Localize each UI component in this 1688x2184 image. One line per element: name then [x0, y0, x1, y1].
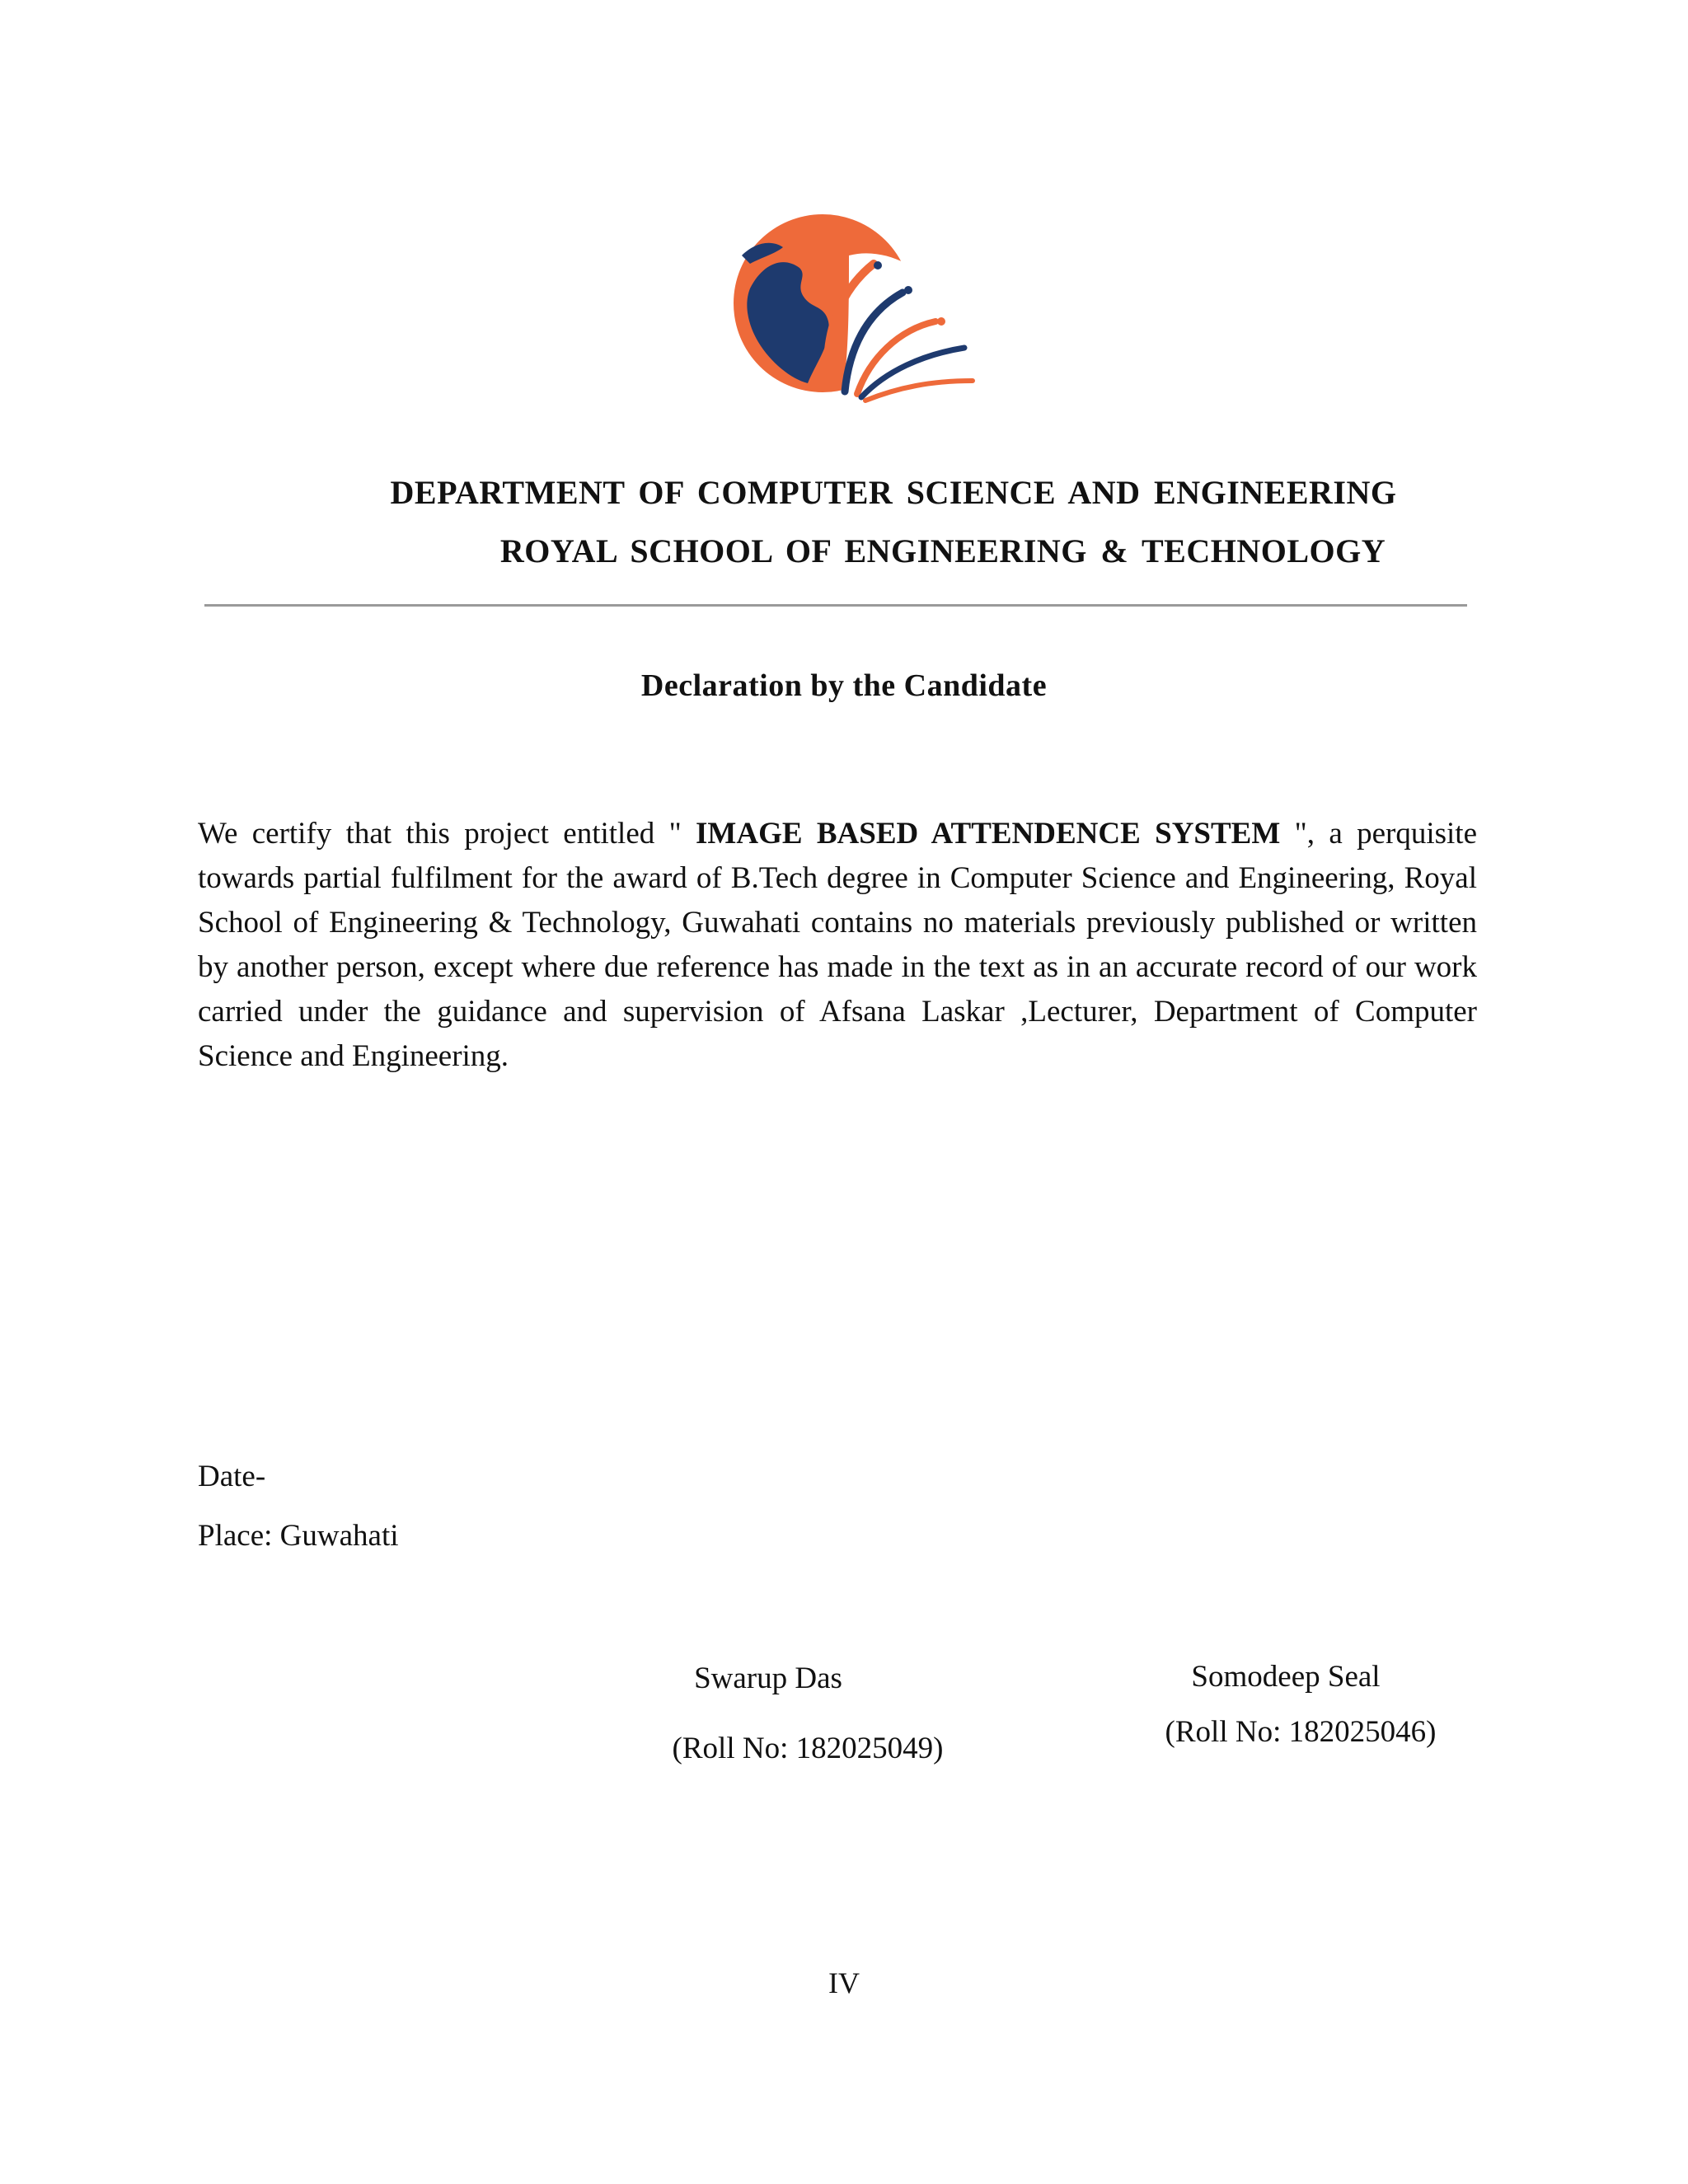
- page-title: Declaration by the Candidate: [640, 668, 1048, 703]
- institution-logo-globe-icon: [725, 206, 981, 412]
- signatory-name: Somodeep Seal: [1191, 1660, 1381, 1694]
- signatory-name: Swarup Das: [694, 1661, 842, 1695]
- header-divider: [204, 604, 1467, 607]
- project-title: IMAGE BASED ATTENDENCE SYSTEM: [696, 817, 1281, 851]
- signatory-roll: (Roll No: 182025046): [1165, 1715, 1437, 1749]
- declaration-rest: ", a perquisite towards partial fulfilment for the award of B.Tech degree in Computer Science and Engineering, Royal School of Engineering & Technology, Guwahati contains no materials previously published or written by another person, except where due reference has made in the text as in an accurate record of our work carried under the guidance and supervision of Afsana Laskar ,Lecturer, Department of Computer Science and Engineering.: [198, 817, 1477, 1073]
- page-number: IV: [828, 1966, 860, 1999]
- signatory-roll: (Roll No: 182025049): [672, 1732, 944, 1765]
- date-label: Date-: [198, 1460, 266, 1493]
- department-heading: DEPARTMENT OF COMPUTER SCIENCE AND ENGINEERING: [390, 474, 1397, 511]
- school-heading: ROYAL SCHOOL OF ENGINEERING & TECHNOLOGY: [499, 532, 1386, 569]
- declaration-intro: We certify that this project entitled ": [198, 817, 696, 851]
- declaration-paragraph: [198, 812, 1477, 1079]
- place-label: Place: Guwahati: [198, 1519, 399, 1553]
